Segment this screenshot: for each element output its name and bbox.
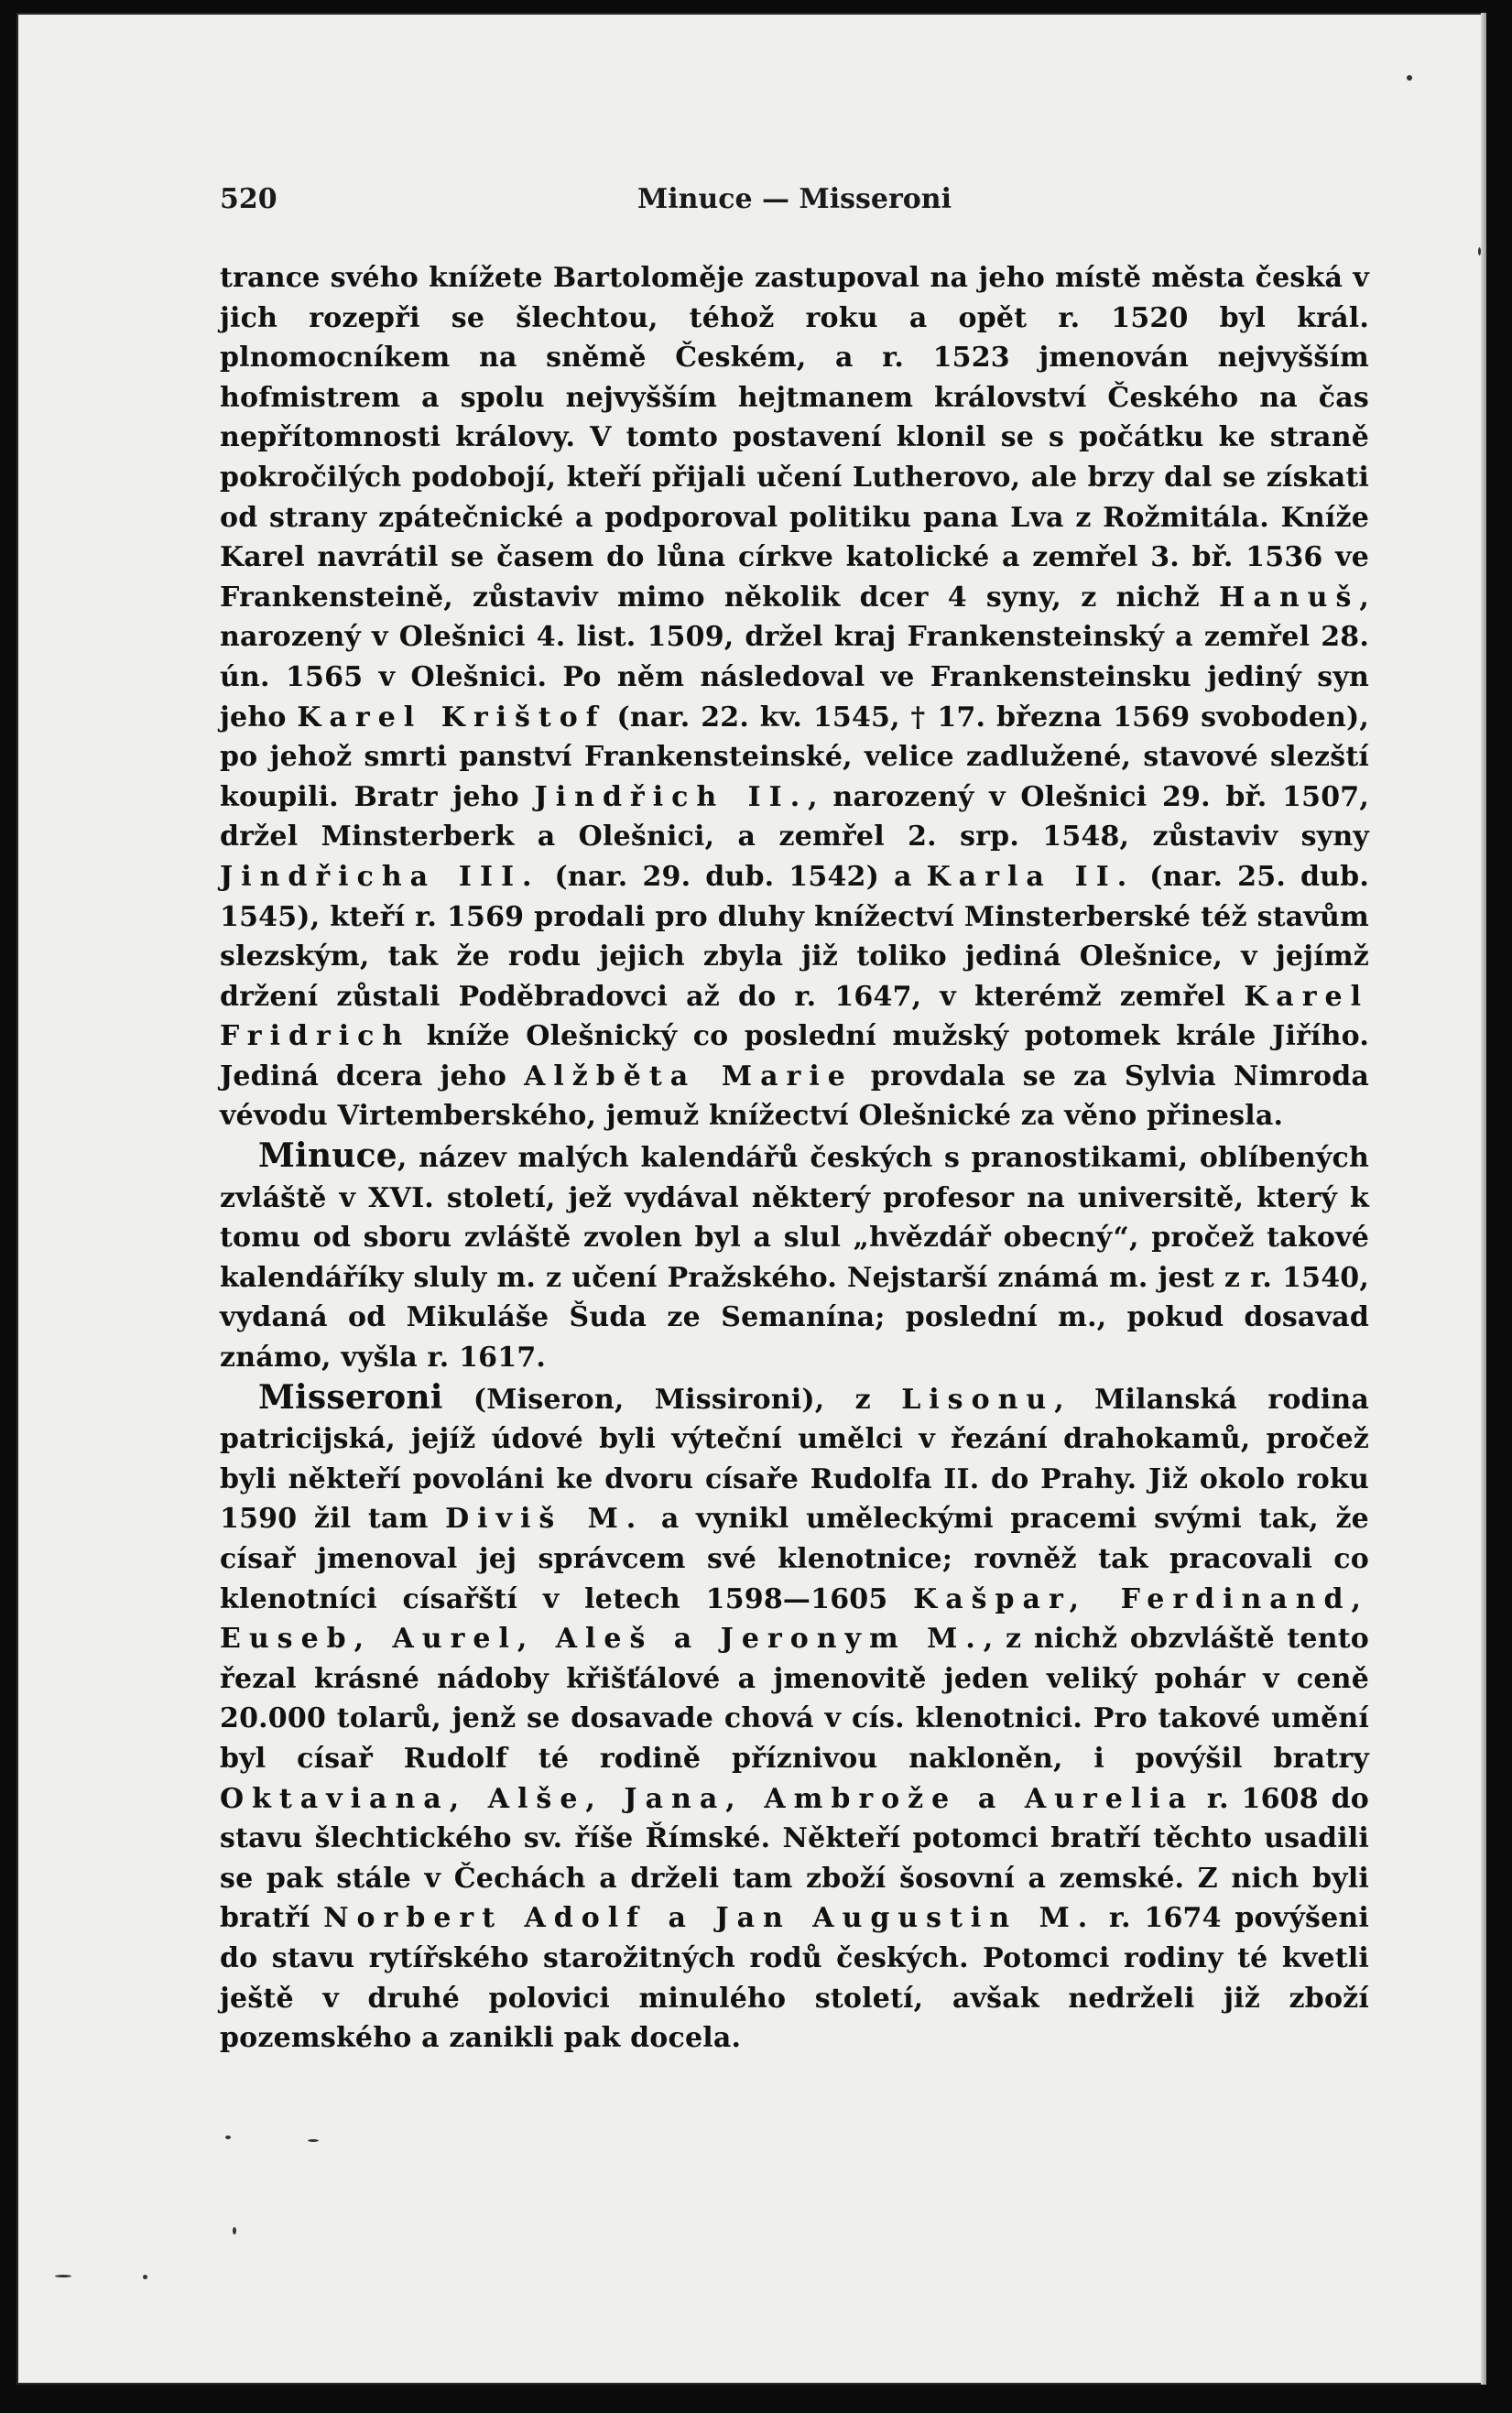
person-name: Karel Fridrich — [220, 980, 1369, 1053]
entry-minuce: Minuce, název malých kalendářů českých s pranostikami, oblíbených zvláště v XVI. století, jež vydával některý profesor na universitě, který k tomu od sboru zvláště zvolen byl a slul „hvězdář obecný“, pročež takové kalendáříky sluly m. z učení Pražského. Nejstarší známá m. jest z r. 1540, vydaná od Mikuláše Šuda ze Semanína; poslední m., pokud dosavad známo, vyšla r. 1617. — [220, 1136, 1369, 1375]
person-name: Hanuš — [1219, 581, 1360, 614]
headword: Minuce — [258, 1136, 397, 1176]
headword: Misseroni — [258, 1377, 443, 1417]
person-name: Jindřicha III. — [220, 860, 540, 893]
dust-speck — [308, 2139, 319, 2142]
dust-speck — [225, 2136, 231, 2139]
person-name: Karla II. — [926, 860, 1136, 893]
person-name: Karel Krištof — [297, 701, 606, 734]
page-edge — [1481, 13, 1486, 2385]
entry-misseroni: Misseroni (Miseron, Missironi), z Lisonu, Milanská rodina patricijská, jejíž údové byli výteční umělci v řezání drahokamů, pročež byli někteří povoláni ke dvoru císaře Rudolfa II. do Prahy. Již okolo roku 1590 žil tam Diviš M. a vynikl uměleckými pracemi svými tak, že císař jmenoval jej správcem své klenotnice; rovněž tak pracovali co klenotníci císařští v letech 1598—1605 Kašpar, Ferdinand, Euseb, Aurel, Aleš a Jeronym M., z nichž obzvláště tento řezal krásné nádoby křišťálové a jmenovitě jeden veliký pohár v ceně 20.000 tolarů, jenž se dosavade chová v cís. klenotnici. Pro takové umění byl císař Rudolf té rodině příznivou nakloněn, i povýšil bratry Oktaviana, Alše, Jana, Ambrože a Aurelia r. 1608 do stavu šlechtického sv. říše Římské. Někteří potomci bratří těchto usadili se pak stále v Čechách a drželi tam zboží šosovní a zemské. Z nich byli bratří Norbert Adolf a Jan Augustin M. r. 1674 povýšeni do stavu rytířského starožitných rodů českých. Potomci rodiny té kvetli ještě v druhé polovici minulého století, avšak nedrželi již zboží pozemského a zanikli pak docela. — [220, 1377, 1369, 2055]
person-name: Kašpar, Ferdinand, Euseb, Aurel, Aleš a Jeronym M. — [220, 1582, 1369, 1656]
person-name: Norbert Adolf a Jan Augustin M. — [323, 1902, 1096, 1935]
dust-speck — [55, 2275, 71, 2277]
dust-speck — [143, 2275, 147, 2279]
page-number: 520 — [220, 183, 277, 215]
person-name: Alžběta Marie — [524, 1060, 854, 1092]
running-head: Minuce — Misseroni — [637, 183, 952, 215]
person-name: Jindřich II. — [534, 780, 809, 813]
page-header — [220, 183, 1369, 220]
dust-speck — [1478, 247, 1481, 255]
continuation-paragraph: trance svého knížete Bartoloměje zastupoval na jeho místě města česká v jich rozepři se šlechtou, téhož roku a opět r. 1520 byl král. plnomocníkem na sněmě Českém, a r. 1523 jmenován nejvyšším hofmistrem a spolu nejvyšším hejtmanem království Českého na čas nepřítomnosti královy. V tomto postavení klonil se s počátku ke straně pokročilých podobojí, kteří přijali učení Lutherovo, ale brzy dal se získati od strany zpátečnické a podporoval politiku pana Lva z Rožmitála. Kníže Karel navrátil se časem do lůna církve katolické a zemřel 3. bř. 1536 ve Frankensteině, zůstaviv mimo několik dcer 4 syny, z nichž Hanuš, narozený v Olešnici 4. list. 1509, držel kraj Frankensteinský a zemřel 28. ún. 1565 v Olešnici. Po něm následoval ve Frankensteinsku jediný syn jeho Karel Krištof (nar. 22. kv. 1545, † 17. března 1569 svoboden), po jehož smrti panství Frankensteinské, velice zadlužené, stavové slezští koupili. Bratr jeho Jindřich II., narozený v Olešnici 29. bř. 1507, držel Minsterberk a Olešnici, a zemřel 2. srp. 1548, zůstaviv syny Jindřicha III. (nar. 29. dub. 1542) a Karla II. (nar. 25. dub. 1545), kteří r. 1569 prodali pro dluhy knížectví Minsterberské též stavům slezským, tak že rodu jejich zbyla již toliko jediná Olešnice, v jejímž držení zůstali Poděbradovci až do r. 1647, v kterémž zemřel Karel Fridrich kníže Olešnický co poslední mužský potomek krále Jiřího. Jediná dcera jeho Alžběta Marie provdala se za Sylvia Nimroda vévodu Virtemberského, jemuž knížectví Olešnické za věno přinesla. — [220, 262, 1370, 1133]
dust-speck — [1407, 75, 1412, 81]
dust-speck — [233, 2227, 236, 2234]
place-name: Lisonu — [901, 1383, 1055, 1416]
person-name: Diviš M. — [445, 1503, 645, 1536]
body-text — [220, 258, 1369, 2059]
person-name: Oktaviana, Alše, Jana, Ambrože a Aurelia — [220, 1782, 1195, 1815]
